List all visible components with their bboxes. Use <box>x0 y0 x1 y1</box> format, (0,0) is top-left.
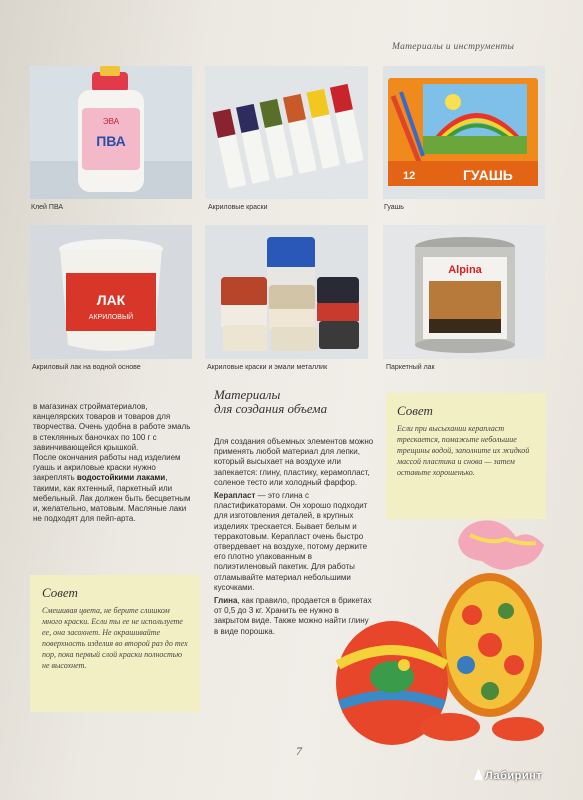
column2-title-line1: Материалы <box>214 387 281 402</box>
column2-p2-bold: Керапласт <box>214 491 256 501</box>
page-number: 7 <box>296 744 302 758</box>
photo-acrylic-enamel <box>205 225 368 359</box>
varnish-sublabel-text: АКРИЛОВЫЙ <box>88 314 134 321</box>
column1-text-a: в магазинах стройматериалов, канцелярских товаров и товаров для творчества. Очень удобна в работе эмаль в стеклянных баночках по 100 г с завинчивающейся крышкой. <box>33 402 191 452</box>
tip-title-right: Совет <box>397 403 433 418</box>
tip-text-left: Смешивая цвета, не берите слишком много краски. Если ты ее не используете ее, она засохнет. Не окрашивайте поверхность изделия во второй раз до тех пор, пока первый слой краски полностью не высохнет. <box>42 606 188 670</box>
column1-text-c: , такими, как яхтенный, паркетный или мебельный. Лак должен быть бесцветным и, желательно, матовым. Масляные лаки не подходят для пейп-арта. <box>33 473 191 524</box>
column2-title-line2: для создания объема <box>214 401 328 416</box>
caption-acrylic-enamel: Акриловые краски и эмали металлик <box>207 364 328 371</box>
column1-bold-a: водостойкими лаками <box>76 473 166 483</box>
tip-box-right <box>386 393 546 519</box>
varnish-label-text: ЛАК <box>96 292 126 308</box>
tip-box-left <box>30 575 200 712</box>
photo-acrylic-varnish <box>30 225 192 359</box>
parquet-brand-text: Alpina <box>448 264 482 276</box>
caption-gouache: Гуашь <box>384 204 404 211</box>
watermark-text: Лабиринт <box>485 770 543 782</box>
column2-title <box>214 388 327 416</box>
tip-text-right: Если при высыхании керапласт трескается, помажьте небольшие трещины водой, заполните их жидкой массой пластика и снова — затем оставьте хорошенько. <box>397 424 530 477</box>
photo-parquet-varnish <box>383 225 545 359</box>
caption-pva-glue: Клей ПВА <box>31 204 64 211</box>
column2-p3: , как правило, продается в брикетах от 0,5 до 3 кг. Хранить ее нужно в закрытом виде. Также можно найти глину в виде порошка. <box>214 596 372 636</box>
caption-acrylic-varnish: Акриловый лак на водной основе <box>32 364 141 371</box>
photo-acrylic-paints <box>205 66 368 199</box>
photo-gouache <box>383 66 545 199</box>
caption-parquet-varnish: Паркетный лак <box>386 364 435 371</box>
labyrinth-logo-icon <box>474 768 483 780</box>
caption-acrylic-paints: Акриловые краски <box>208 204 268 211</box>
gouache-label-text: ГУАШЬ <box>463 167 513 183</box>
column2-p2: — это глина с пластификаторами. Он хорошо подходит для изготовления деталей, в крупных изделиях трескается. Бывает белым и терракотовым. Керапласт очень быстро отвердевает на воздухе, потому держите его плотно упакованным в полиэтиленовый пакетик. Для работы отламывайте материал небольшими кусочками. <box>214 491 368 592</box>
column2-p3-bold: Глина <box>214 596 238 606</box>
photo-decorated-eggs <box>330 515 555 747</box>
column1-text-b: После окончания работы над изделием гуашь и акриловые краски нужно закреплять <box>33 453 181 483</box>
tip-title-left: Совет <box>42 585 78 600</box>
column1-text <box>33 402 193 524</box>
column2-p1: Для создания объемных элементов можно применять любой материал для лепки, который высыхает на воздухе или запекается: глину, пластику, керамопласт, соленое тесто или холодный фарфор. <box>214 437 374 487</box>
pva-label-text: ПВА <box>96 133 126 149</box>
pva-brand-text: ЭВА <box>102 117 120 126</box>
gouache-count-text: 12 <box>403 170 416 182</box>
photo-pva-glue <box>30 66 192 199</box>
section-header: Материалы и инструменты <box>392 42 515 52</box>
watermark-logo <box>474 768 542 782</box>
